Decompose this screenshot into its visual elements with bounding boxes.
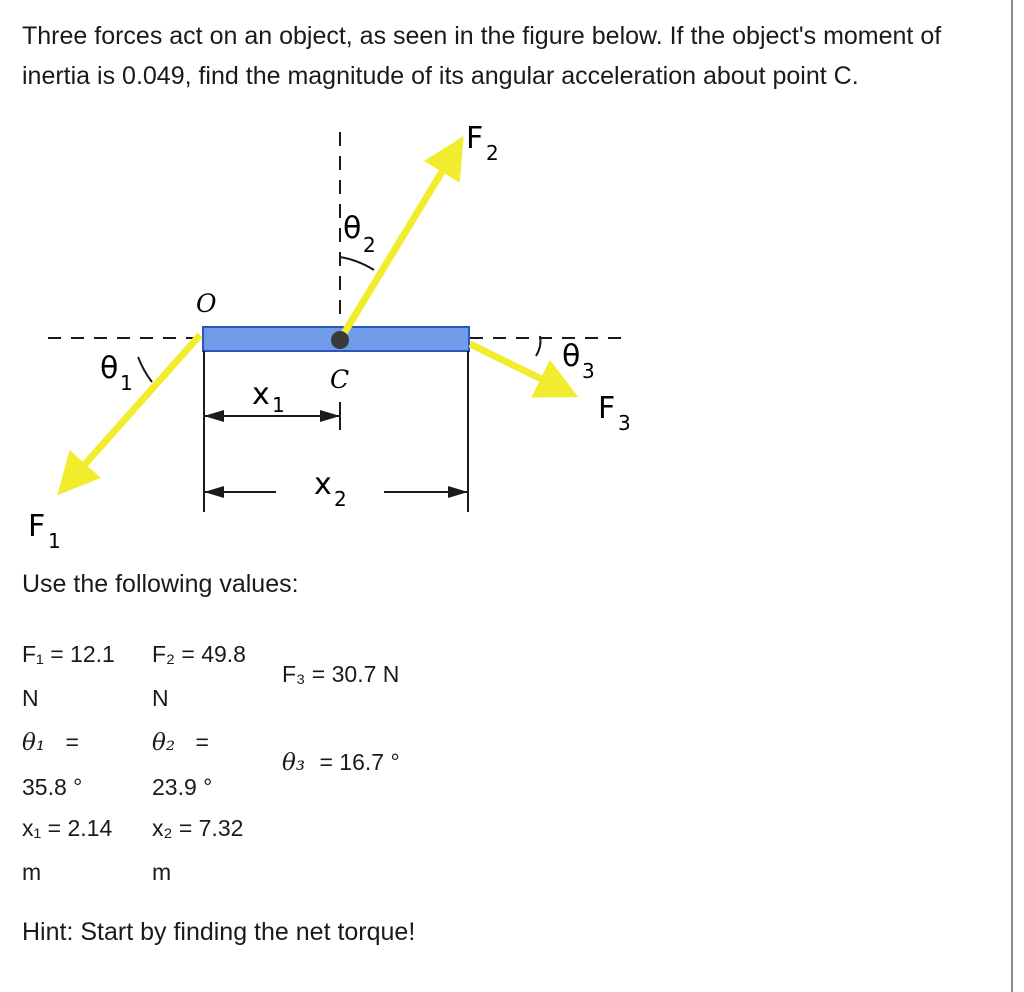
theta2-arc xyxy=(340,257,374,270)
f1-arrow xyxy=(62,335,200,490)
right-border xyxy=(1011,0,1013,992)
x2-value: x₂ = 7.32 m xyxy=(152,815,244,885)
theta1-label-sub: 1 xyxy=(120,371,133,395)
f1-label-sub: 1 xyxy=(48,529,61,553)
point-c-label: C xyxy=(330,365,350,394)
f2-label: F xyxy=(466,121,484,156)
f3-label: F xyxy=(598,391,616,426)
f3-arrow xyxy=(470,344,572,394)
x1-value: x₁ = 2.14 m xyxy=(22,815,113,885)
f1-label: F xyxy=(28,509,46,544)
theta2-value: θ₂ = 23.9 ° xyxy=(152,729,213,800)
theta3-arc xyxy=(536,336,541,356)
values-heading: Use the following values: xyxy=(22,570,299,598)
question-text: Three forces act on an object, as seen in the figure below. If the object's moment of inertia is 0.049, find the magnitude of its angular acceleration about point C. xyxy=(22,22,942,90)
theta1-value: θ₁ = 35.8 ° xyxy=(22,729,83,800)
theta3-label-sub: 3 xyxy=(582,359,595,383)
x2-label-sub: 2 xyxy=(334,487,347,511)
f1-value: F₁ = 12.1 N xyxy=(22,641,115,711)
theta3-value: θ₃ = 16.7 ° xyxy=(282,749,400,776)
x2-label: x xyxy=(314,467,332,502)
f2-value: F₂ = 49.8 N xyxy=(152,641,246,711)
theta1-label: θ xyxy=(100,351,119,386)
theta1-arc xyxy=(138,357,152,382)
point-c-dot xyxy=(331,331,349,349)
hint-text: Hint: Start by finding the net torque! xyxy=(22,918,416,946)
theta3-label: θ xyxy=(562,339,581,374)
force-diagram xyxy=(0,120,660,560)
f2-label-sub: 2 xyxy=(486,141,499,165)
x1-label-sub: 1 xyxy=(272,393,285,417)
f3-label-sub: 3 xyxy=(618,411,631,435)
theta2-label: θ xyxy=(343,211,362,246)
theta2-label-sub: 2 xyxy=(363,233,376,257)
x1-label: x xyxy=(252,377,270,412)
f3-value: F₃ = 30.7 N xyxy=(282,661,400,687)
point-o-label: O xyxy=(196,289,217,318)
